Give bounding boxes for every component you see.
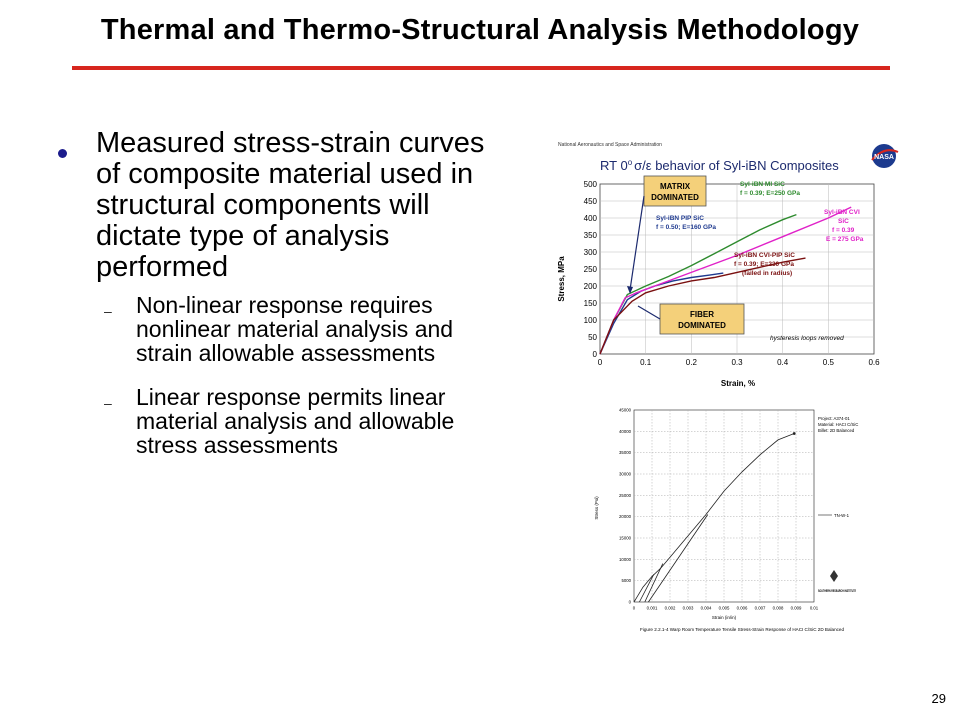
y-axis-label: Stress, MPa — [557, 256, 566, 302]
y-tick-label: 45000 — [619, 407, 631, 413]
y-tick-label: 0 — [592, 349, 597, 359]
x-tick-label: 0 — [632, 605, 636, 611]
institute-logo — [818, 570, 856, 593]
sub-bullet — [56, 293, 486, 365]
x-axis-label: Strain (in/in) — [711, 615, 737, 620]
sub-bullet-text: Linear response permits linear material analysis and allowable stress assessments — [136, 384, 455, 458]
chart-title: RT 0$^o$ σ/ε behavior of Syl-iBN Composites — [600, 158, 839, 173]
y-axis-label: Stress (Psi) — [594, 496, 599, 520]
svg-text:f = 0.50; E=160 GPa: f = 0.50; E=160 GPa — [656, 224, 716, 231]
hysteresis-note: hysteresis loops removed — [770, 335, 844, 342]
x-tick-label: 0.002 — [664, 605, 676, 611]
svg-text:SOUTHERN RESEARCH INSTITUTE: SOUTHERN RESEARCH INSTITUTE — [818, 588, 857, 593]
svg-text:Syl-iBN CVI-PIP SiC: Syl-iBN CVI-PIP SiC — [734, 252, 795, 259]
y-tick-label: 200 — [583, 281, 597, 291]
series-line-tn-w-1 — [634, 434, 794, 603]
sub-bullet-text: Non-linear response requires nonlinear material analysis and strain allowable assessments — [136, 292, 454, 366]
svg-text:Syl-iBN PIP SiC: Syl-iBN PIP SiC — [656, 215, 704, 222]
x-tick-label: 0.005 — [718, 605, 730, 611]
y-tick-label: 150 — [583, 298, 597, 308]
y-tick-label: 15000 — [619, 535, 631, 541]
svg-text:Billet: 2D Balanced: Billet: 2D Balanced — [818, 428, 855, 433]
svg-text:f = 0.39; E=230 GPa: f = 0.39; E=230 GPa — [734, 261, 794, 268]
nasa-logo-text: NASA — [874, 154, 894, 161]
y-tick-label: 35000 — [619, 450, 631, 456]
svg-text:Syl-iBN CVI: Syl-iBN CVI — [824, 209, 860, 216]
label-cvi-pip-sic — [734, 252, 795, 277]
svg-text:SiC: SiC — [838, 218, 849, 225]
title-underline — [72, 66, 890, 70]
x-tick-label: 0.008 — [772, 605, 784, 611]
x-tick-label: 0.3 — [731, 358, 743, 367]
svg-text:Syl-iBN MI SiC: Syl-iBN MI SiC — [740, 181, 785, 188]
label-mi-sic — [740, 181, 800, 197]
svg-text:DOMINATED: DOMINATED — [651, 193, 699, 202]
failure-point-marker — [793, 432, 796, 435]
x-tick-label: 0.006 — [736, 605, 748, 611]
y-tick-label: 40000 — [619, 428, 631, 434]
svg-text:E = 275 GPa: E = 275 GPa — [826, 236, 864, 243]
svg-text:FIBER: FIBER — [690, 310, 714, 319]
y-tick-label: 5000 — [621, 578, 631, 584]
y-tick-label: 10000 — [619, 556, 631, 562]
slide-title: Thermal and Thermo-Structural Analysis Methodology — [100, 14, 860, 46]
figure-caption: Figure 2.2.1-4 Warp Room Temperature Tensile Stress-Strain Response of HACI C/SiC 2D Balanced — [640, 627, 845, 632]
y-tick-label: 50 — [588, 332, 597, 342]
page-number: 29 — [931, 691, 946, 706]
y-tick-label: 450 — [583, 196, 597, 206]
x-tick-label: 0.001 — [646, 605, 658, 611]
x-tick-label: 0.01 — [809, 605, 819, 611]
y-tick-label: 25000 — [619, 492, 631, 498]
bullet-list — [56, 128, 486, 457]
x-tick-label: 0.5 — [822, 358, 834, 367]
c-sic-stress-strain-chart — [586, 398, 862, 640]
x-tick-labels — [598, 358, 880, 367]
y-tick-labels — [584, 180, 598, 359]
y-tick-label: 30000 — [619, 471, 631, 477]
main-bullet — [56, 128, 486, 283]
y-tick-label: 350 — [583, 230, 597, 240]
x-tick-label: 0.1 — [640, 358, 652, 367]
svg-text:(failed in radius): (failed in radius) — [742, 270, 793, 277]
svg-text:f = 0.39; E=250 GPa: f = 0.39; E=250 GPa — [740, 190, 800, 197]
y-tick-label: 20000 — [619, 514, 631, 520]
svg-text:MATRIX: MATRIX — [659, 182, 691, 191]
svg-text:Material: HACI C/SiC: Material: HACI C/SiC — [818, 422, 859, 427]
x-tick-labels — [633, 605, 819, 610]
x-tick-label: 0.003 — [682, 605, 694, 611]
y-tick-label: 100 — [583, 315, 597, 325]
label-cvi-sic — [824, 209, 864, 243]
fiber-dominated-box — [638, 304, 744, 334]
x-tick-label: 0.2 — [685, 358, 697, 367]
nasa-logo — [872, 144, 898, 168]
y-tick-labels — [619, 408, 632, 605]
svg-text:TN-W-1: TN-W-1 — [834, 513, 849, 518]
svg-text:f = 0.39: f = 0.39 — [832, 227, 855, 234]
series-lines — [634, 432, 796, 602]
x-tick-label: 0.4 — [777, 358, 789, 367]
legend — [818, 513, 850, 518]
bullet-dot-icon — [58, 149, 67, 158]
x-axis-label: Strain, % — [720, 379, 756, 388]
y-tick-label: 500 — [583, 179, 597, 189]
x-tick-label: 0.009 — [790, 605, 802, 611]
main-bullet-text: Measured stress-strain curves of composite material used in structural components will dictate type of analysis performed — [96, 127, 485, 283]
x-tick-label: 0.004 — [700, 605, 712, 611]
sub-bullet — [56, 385, 486, 457]
dash-icon: – — [104, 303, 112, 319]
y-tick-label: 250 — [583, 264, 597, 274]
svg-text:Project: A374-01: Project: A374-01 — [818, 416, 850, 421]
dash-icon: – — [104, 395, 112, 411]
x-tick-label: 0.007 — [754, 605, 766, 611]
y-tick-label: 400 — [583, 213, 597, 223]
series-line-unload3 — [648, 515, 707, 603]
series-line-unload2 — [645, 564, 663, 602]
sic-stress-strain-chart — [548, 134, 920, 396]
grid — [634, 410, 814, 602]
svg-text:DOMINATED: DOMINATED — [678, 321, 726, 330]
y-tick-label: 300 — [583, 247, 597, 257]
label-pip-sic — [656, 215, 716, 231]
project-info — [818, 416, 858, 433]
y-tick-label: 0 — [628, 599, 631, 605]
x-tick-label: 0 — [597, 358, 603, 367]
nasa-header-note: National Aeronautics and Space Administration — [558, 142, 662, 148]
x-tick-label: 0.6 — [868, 358, 880, 367]
